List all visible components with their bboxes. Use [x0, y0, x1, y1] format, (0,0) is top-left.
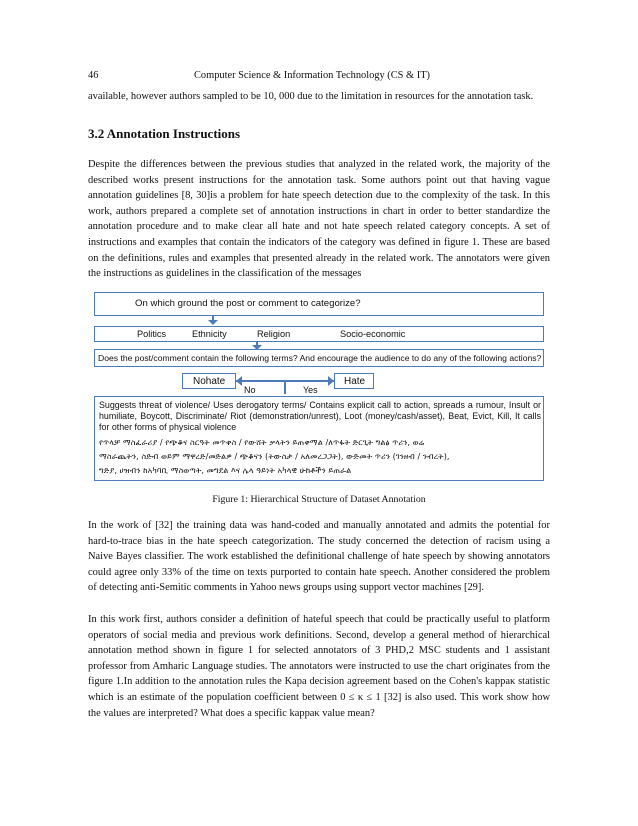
criteria-amharic-line-3: ግድያ, ሀዝብን ከአካባቢ ማስወጣት, መግደል እና ሌላ ዓይነት አካላዊ ሁከቶችን ይጠራል	[99, 465, 352, 475]
intro-paragraph: available, however authors sampled to be 10, 000 due to the limitation in resources for the annotation task.	[88, 91, 534, 102]
paragraph-1: Despite the differences between the previous studies that analyzed in the related work, the majority of the described works present instructions for the annotation task. Some authors point out that having vague annotation guidelines [8, 30]is a problem for hate speech detection due to the complexity of the task. In this work, authors prepared a complete set of annotation instructions in chart in order to better standardize the annotation procedure and to make clear all hate and not hate speech related category concepts. A set of instructions and examples that contain the indicators of the category was defined in figure 1. These are based on the definitions, rules and examples that presented already in the related work. The annotators were given the instructions as guidelines in the classification of the messages	[88, 159, 550, 280]
nohate-label: Nohate	[193, 376, 226, 387]
ground-ethnicity: Ethnicity	[192, 329, 227, 339]
no-arrow-head	[236, 376, 242, 386]
paragraph-2: In the work of [32] the training data was hand-coded and manually annotated and admits the potential for hard-to-trace bias in the hate speech categorization. The study concerned the detection of racism using a Naive Bayes classifier. The work established the definitional challenge of hate speech by showing annotators could agree only 33% of the time on texts purported to contain hate speech. Another considered the problem of detecting anti-Semitic comments in Yahoo news groups using support vector machines [29].	[88, 520, 550, 594]
hate-box	[334, 373, 374, 389]
question-2-box	[94, 349, 544, 367]
annotation-flowchart	[94, 290, 544, 485]
question-1-box	[94, 292, 544, 316]
paragraph-3: In this work first, authors consider a definition of hateful speech that could be practically useful to platform operators of social media and previous work definitions. Second, develop a general method of hierarchical annotation method shown in figure 1 for selected annotators of 3 PHD,2 MSC students and 1 assistant professor from Amharic Language studies. The annotators were instructed to use the chart originates from the figure 1.In addition to the annotation rules the Kapa decision agreement based on the Cohen's kappaκ statistic which is an estimate of the population coefficient between 0 ≤ κ ≤ 1 [32] is also used. This work show how the values are interpreted? What does a specific kappaκ value mean?	[88, 614, 550, 719]
decision-stem	[284, 382, 286, 394]
criteria-box	[94, 396, 544, 481]
question-2-text: Does the post/comment contain the following terms? And encourage the audience to do any of the following actions?	[98, 353, 542, 363]
ground-politics: Politics	[137, 329, 167, 339]
section-heading: 3.2 Annotation Instructions	[88, 126, 241, 141]
page-number: 46	[88, 70, 99, 81]
criteria-amharic-line-2: ማስራጨትን, ስድብ ወይም ማዋረድ/መድልዎ / ጭቆናን (ትውስታ / አለመረጋጋት), ውድመት ጥሪን (ገንዘብ / ንብረት),	[99, 451, 450, 461]
criteria-english: Suggests threat of violence/ Uses derogatory terms/ Contains explicit call to action, spreads a rumour, Insult or humiliate, Boycott, Discriminate/ Riot (demonstration/unrest), Loot (money/cash/asset), Beat, Evict, Kill, It calls for other forms of physical violence	[99, 400, 541, 432]
yes-label: Yes	[303, 385, 318, 395]
ground-religion: Religion	[257, 329, 291, 339]
no-label: No	[244, 385, 256, 395]
ground-socio-economic: Socio-economic	[340, 329, 406, 339]
criteria-amharic-line-1: የጥላቻ ማስፈራሪያ / የጭቆና ስርዓት መጥቀስ / የውሸት ቃላትን ይጠቀማል /ለጥፋት ድርጊት ግልፅ ጥሪን, ወሬ	[99, 437, 425, 447]
hate-label: Hate	[344, 376, 366, 387]
figure-caption: Figure 1: Hierarchical Structure of Dataset Annotation	[212, 494, 426, 505]
arrow-1-head	[208, 320, 218, 325]
nohate-box	[182, 373, 236, 389]
question-1-text: On which ground the post or comment to categorize?	[135, 298, 361, 309]
yes-arrow-head	[328, 376, 334, 386]
grounds-box	[94, 326, 544, 342]
running-title: Computer Science & Information Technology (CS & IT)	[194, 70, 430, 81]
